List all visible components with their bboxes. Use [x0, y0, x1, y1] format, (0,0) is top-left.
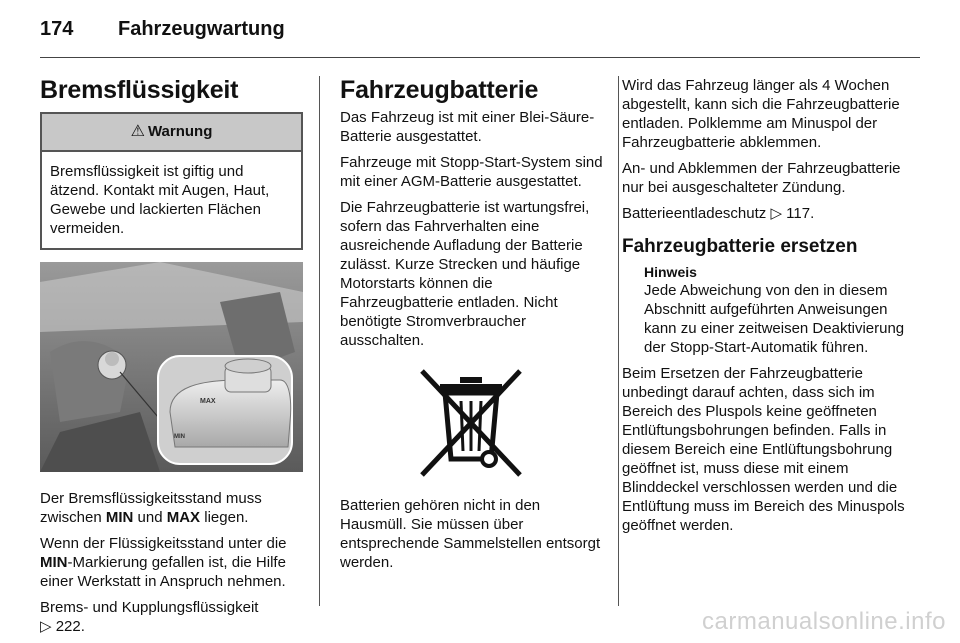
page-ref-link[interactable]: 222.: [55, 618, 85, 635]
section-heading-replace-battery: Fahrzeugbatterie ersetzen: [622, 236, 858, 257]
min-term: MIN: [105, 509, 134, 526]
paragraph-level: [40, 489, 303, 527]
warning-box: [40, 112, 303, 250]
page-header: [40, 18, 920, 46]
page-number: 174: [40, 18, 74, 40]
paragraph-discharge-protection: [622, 204, 906, 223]
paragraph-replacement: Beim Ersetzen der Fahrzeugbatterie unbedingt darauf achten, dass sich im Bereich des Pluspols keine geöffneten Entlüftungsbohrungen befinden. Falls in diesem Bereich eine Entlüftungsbohrung geöffnet ist, muss diese mit einem Blinddeckel verschlossen werden und die Entlüftung muss im Bereich des Minuspols geöffnet werden.: [622, 365, 905, 534]
paragraph-disposal: Batterien gehören nicht in den Hausmüll. Sie müssen über entsprechende Sammelstellen entsorgt werden.: [340, 497, 601, 571]
page-ref-arrow-icon: ▷: [770, 205, 782, 222]
warning-header: [42, 114, 301, 152]
min-term: MIN: [40, 554, 68, 571]
crossed-out-bin-icon: [416, 365, 526, 481]
paragraph-low-level: [40, 534, 303, 591]
max-term: MAX: [166, 509, 201, 526]
note-block: [644, 263, 906, 357]
min-mark-label: MIN: [174, 434, 185, 440]
column-divider: [618, 76, 619, 606]
text-run: und: [133, 509, 167, 526]
paragraph-battery-type: Das Fahrzeug ist mit einer Blei-Säure-Batterie ausgestattet.: [340, 109, 595, 145]
note-text: Jede Abweichung von den in diesem Abschnitt aufgeführten Anweisungen kann zu einer zeitweisen Deaktivierung der Stopp-Start-Automatik führen.: [644, 282, 905, 356]
text-run: Batterieentladeschutz: [622, 205, 767, 222]
section-heading-battery: Fahrzeugbatterie: [340, 76, 539, 104]
text-run: Brems- und Kupplungsflüssigkeit: [40, 599, 259, 616]
paragraph-ignition: An- und Abklemmen der Fahrzeugbatterie nur bei ausgeschalteter Zündung.: [622, 160, 901, 196]
text-run: Der Bremsflüssigkeitsstand muss zwischen: [40, 490, 262, 526]
brake-fluid-reservoir-photo: [40, 262, 303, 472]
text-run: liegen.: [200, 509, 249, 526]
watermark: carmanualsonline.info: [702, 608, 946, 635]
text-run: -Markierung gefallen ist, die Hilfe einer Werkstatt in Anspruch nehmen.: [40, 554, 286, 590]
warning-triangle-icon: ⚠: [130, 123, 145, 140]
page-ref-arrow-icon: ▷: [40, 618, 52, 635]
paragraph-fluid-reference: [40, 598, 303, 636]
text-run: Wenn der Flüssigkeitsstand unter die: [40, 535, 287, 552]
page-ref-link[interactable]: 117.: [786, 205, 815, 222]
max-mark-label: MAX: [200, 398, 216, 405]
warning-title: Warnung: [147, 123, 213, 140]
column-divider: [319, 76, 320, 606]
paragraph-agm: Fahrzeuge mit Stopp-Start-System sind mit einer AGM-Batterie ausgestattet.: [340, 154, 603, 190]
chapter-title: Fahrzeugwartung: [118, 18, 285, 40]
column-3: [622, 76, 906, 542]
paragraph-storage: Wird das Fahrzeug länger als 4 Wochen abgestellt, kann sich die Fahrzeugbatterie entladen. Polklemme am Minuspol der Fahrzeugbatterie abklemmen.: [622, 77, 900, 151]
paragraph-maintenance: Die Fahrzeugbatterie ist wartungsfrei, sofern das Fahrverhalten eine ausreichende Aufladung der Batterie zulässt. Kurze Strecken und häufige Motorstarts können die Fahrzeugbatterie entladen. Nicht benötigte Stromverbraucher ausschalten.: [340, 199, 590, 349]
column-2: [340, 76, 603, 579]
section-heading-brake-fluid: Bremsflüssigkeit: [40, 76, 239, 104]
warning-text: Bremsflüssigkeit ist giftig und ätzend. Kontakt mit Augen, Haut, Gewebe und lackierten Flächen vermeiden.: [50, 163, 270, 237]
note-title: Hinweis: [644, 264, 697, 280]
header-rule: [40, 57, 920, 58]
column-1: [40, 76, 303, 643]
